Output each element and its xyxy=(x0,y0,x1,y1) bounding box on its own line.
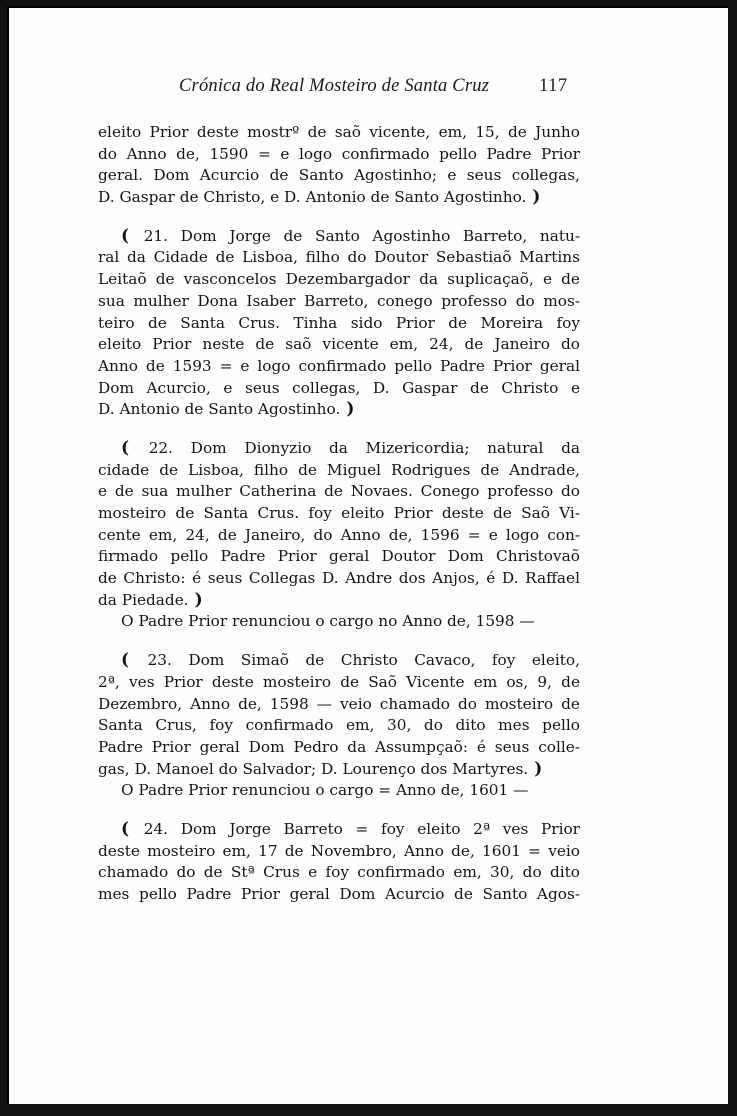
text-line: de Christo: é seus Collegas D. Andre dos Anjos, é D. Raffael xyxy=(98,569,580,588)
text-line: deste mosteiro em, 17 de Novembro, Anno de, 1601 = veio xyxy=(98,841,580,860)
text-line-first xyxy=(98,650,580,672)
line-text: 21. Dom Jorge de Santo Agostinho Barreto, natu- xyxy=(143,226,580,245)
text-line: mes pello Padre Prior geral Dom Acurcio de Santo Agos- xyxy=(98,885,580,903)
text-line: 2ª, ves Prior deste mosteiro de Saõ Vicente em os, 9, de xyxy=(98,672,580,691)
line-text: gas, D. Manoel do Salvador; D. Lourenço dos Martyres. xyxy=(98,759,529,778)
line-text: 23. Dom Simaõ de Christo Cavaco, foy eleito, xyxy=(147,651,580,670)
text-line: Padre Prior geral Dom Pedro da Assumpçaõ: é seus colle- xyxy=(98,737,580,756)
paragraph-entry-24 xyxy=(98,819,580,906)
text-line: chamado do de Stª Crus e foy confirmado em, 30, do dito xyxy=(98,863,580,882)
paragraph-gap xyxy=(98,633,580,650)
text-line: Santa Crus, foy confirmado em, 30, do dito mes pello xyxy=(98,716,580,735)
text-line-last xyxy=(98,759,580,781)
paragraph-end-mark: ) xyxy=(194,589,203,610)
line-text: 22. Dom Dionyzio da Mizericordia; natural da xyxy=(148,438,580,457)
text-line: Leitaõ de vasconcelos Dezembargador da suplicaçaõ, e de xyxy=(98,270,580,289)
paragraph-entry-23 xyxy=(98,650,580,802)
text-line: eleito Prior neste de saõ vicente em, 24, de Janeiro do xyxy=(98,335,580,354)
text-line: sua mulher Dona Isaber Barreto, conego professo do mos- xyxy=(98,291,580,310)
text-line: Dom Acurcio, e seus collegas, D. Gaspar de Christo e xyxy=(98,378,580,397)
pilcrow-mark: ( xyxy=(121,650,130,671)
paragraph-gap xyxy=(98,802,580,819)
text-line-first xyxy=(98,226,580,248)
paragraph-gap xyxy=(98,209,580,226)
text-line-last xyxy=(98,590,580,612)
paragraph-entry-21 xyxy=(98,226,580,421)
text-line: firmado pello Padre Prior geral Doutor Dom Christovaõ xyxy=(98,547,580,566)
text-line: Anno de 1593 = e logo confirmado pello Padre Prior geral xyxy=(98,356,580,375)
paragraph-end-mark: ) xyxy=(534,758,543,779)
text-line-first xyxy=(98,438,580,460)
text-line: cidade de Lisboa, filho de Miguel Rodrigues de Andrade, xyxy=(98,460,580,479)
pilcrow-mark: ( xyxy=(121,437,130,458)
line-text: da Piedade. xyxy=(98,590,189,609)
paragraph-continuation xyxy=(98,122,580,209)
text-line: cente em, 24, de Janeiro, do Anno de, 1596 = e logo con- xyxy=(98,525,580,544)
pilcrow-mark: ( xyxy=(121,225,130,246)
pilcrow-mark: ( xyxy=(121,818,130,839)
line-text: 24. Dom Jorge Barreto = foy eleito 2ª ves Prior xyxy=(143,819,580,838)
paragraph-end-mark: ) xyxy=(346,399,355,420)
text-line: geral. Dom Acurcio de Santo Agostinho; e seus collegas, xyxy=(98,166,580,185)
text-line-last xyxy=(98,399,580,421)
renunciation-note: O Padre Prior renunciou o cargo = Anno de, 1601 — xyxy=(121,781,529,800)
text-line: ral da Cidade de Lisboa, filho do Doutor Sebastiaõ Martins xyxy=(98,248,580,267)
text-line: teiro de Santa Crus. Tinha sido Prior de Moreira foy xyxy=(98,313,580,332)
line-text: D. Antonio de Santo Agostinho. xyxy=(98,400,341,419)
body-text xyxy=(98,122,580,906)
text-line: Dezembro, Anno de, 1598 — veio chamado do mosteiro de xyxy=(98,694,580,713)
page-number: 117 xyxy=(539,76,568,96)
text-line: do Anno de, 1590 = e logo confirmado pello Padre Prior xyxy=(98,144,580,163)
text-line: e de sua mulher Catherina de Novaes. Conego professo do xyxy=(98,482,580,501)
text-line-first xyxy=(98,819,580,841)
paragraph-gap xyxy=(98,421,580,438)
running-header xyxy=(9,76,728,102)
paragraph-end-mark: ) xyxy=(532,187,541,208)
running-title: Crónica do Real Mosteiro de Santa Cruz xyxy=(179,76,490,96)
paragraph-entry-22 xyxy=(98,438,580,633)
text-line: mosteiro de Santa Crus. foy eleito Prior deste de Saõ Vi- xyxy=(98,504,580,522)
text-line: eleito Prior deste mostrº de saõ vicente, em, 15, de Junho xyxy=(98,123,580,141)
renunciation-note: O Padre Prior renunciou o cargo no Anno de, 1598 — xyxy=(121,612,535,631)
book-page xyxy=(7,6,728,1104)
text-line-last xyxy=(98,187,580,209)
line-text: D. Gaspar de Christo, e D. Antonio de Santo Agostinho. xyxy=(98,188,527,207)
